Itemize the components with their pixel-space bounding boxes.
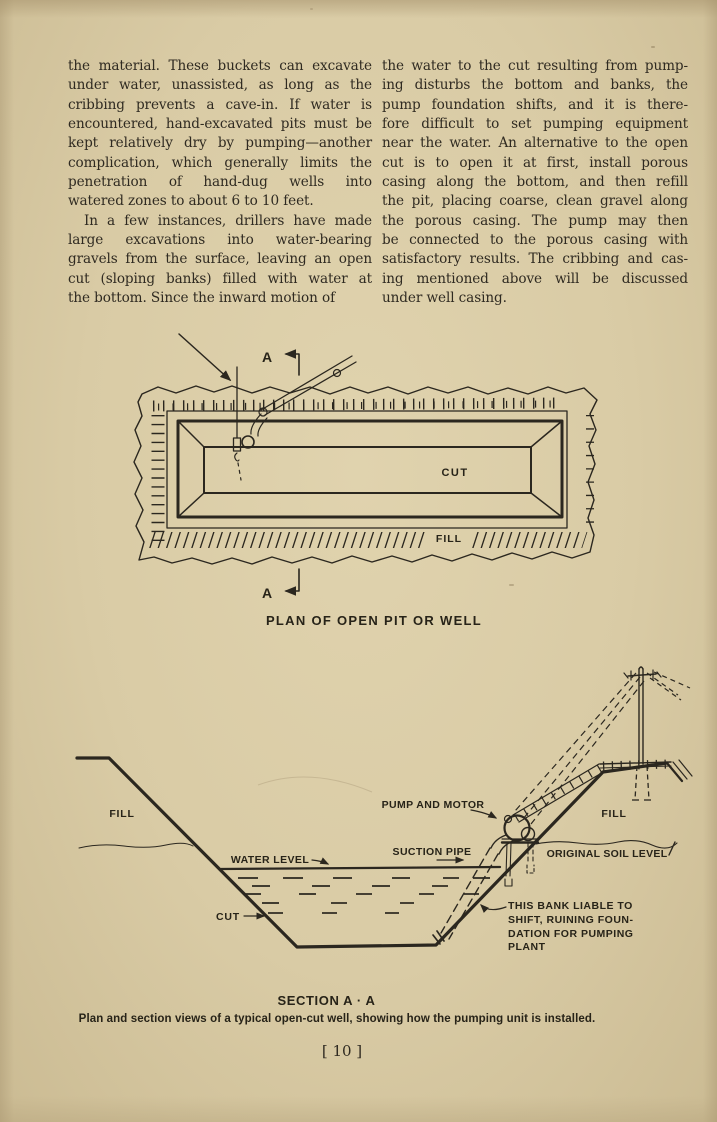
- right-text-column: [382, 57, 688, 308]
- original-soil-line: [536, 841, 677, 849]
- pit-bottom-rect: [204, 447, 531, 493]
- text-line: penetration of hand-dug wells into: [68, 174, 372, 191]
- cut-label: CUT: [216, 911, 240, 923]
- text-line: watered zones to about 6 to 10 feet.: [68, 193, 314, 210]
- guy-lines-dashed: [515, 672, 690, 824]
- pump-and-motor-label: PUMP AND MOTOR: [381, 799, 485, 811]
- page-number: [ 10 ]: [321, 1042, 363, 1060]
- text-line: large excavations into water-bearing: [68, 232, 372, 249]
- text-line: cut (sloping banks) filled with water at: [68, 270, 372, 287]
- figure-caption: Plan and section views of a typical open-cut well, showing how the pumping unit is installed.: [78, 1013, 596, 1025]
- section-marker-a-bottom: A: [261, 585, 273, 601]
- text-line: fore difficult to set pumping equipment: [382, 116, 688, 133]
- pit-slope-corners: [178, 421, 562, 517]
- suction-pipe-label: SUCTION PIPE: [392, 846, 472, 858]
- water-surface-line: [221, 867, 500, 869]
- mast-cap: [639, 667, 643, 669]
- plan-hatching: [152, 403, 590, 545]
- crossbar: [628, 674, 656, 676]
- fill-right-label: FILL: [601, 808, 627, 820]
- scan-artifact-curve: [258, 777, 372, 792]
- water: [221, 867, 500, 913]
- text-line: the bottom. Since the inward motion of: [68, 290, 336, 307]
- text-line: the water to the cut resulting from pump-: [382, 58, 688, 74]
- text-line: under water, unassisted, as long as the: [68, 77, 372, 94]
- bank-note-line: THIS BANK LIABLE TO: [508, 900, 633, 912]
- platform-legs-dashed: [632, 766, 651, 800]
- paper-speck: [310, 8, 313, 10]
- water-dashes: [238, 878, 490, 913]
- fill-left-label: FILL: [109, 808, 135, 820]
- section-marker-a-top: A: [261, 349, 273, 365]
- left-text-column: [68, 57, 372, 308]
- ground-line-left: [79, 843, 193, 848]
- bank-note-line: PLANT: [508, 941, 546, 953]
- original-soil-level-label: ORIGINAL SOIL LEVEL: [546, 848, 668, 860]
- section-cut-line-top: [286, 354, 299, 375]
- water-level-arrow: [312, 860, 328, 864]
- paper-speck: [651, 46, 655, 48]
- text-line: be connected to the porous casing with: [382, 232, 688, 249]
- paper-speck: [509, 584, 514, 586]
- section-labels: [109, 799, 667, 953]
- text-line: pump foundation shifts, and it is there-: [382, 96, 688, 113]
- text-line: cribbing prevents a cave-in. If water is: [68, 96, 372, 113]
- text-line: the pit, placing coarse, clean gravel along: [382, 193, 688, 210]
- bank-note-line: DATION FOR PUMPING: [508, 928, 634, 940]
- plan-pit-outline: [167, 411, 567, 528]
- text-line: the material. These buckets can excavate: [68, 58, 372, 74]
- text-line: gravels from the surface, leaving an open: [68, 251, 372, 268]
- pit-outer-rect: [167, 411, 567, 528]
- pipe-clamp: [234, 438, 241, 451]
- text-line: encountered, hand-excavated pits must be: [68, 116, 372, 133]
- section-diagram-title: SECTION A · A: [277, 993, 376, 1008]
- discharge-pipe-on-slope: [513, 764, 605, 822]
- boom-line: [261, 356, 352, 410]
- text-line: cut is to open it at first, install porous: [382, 154, 688, 171]
- pump-and-motor-arrow: [471, 810, 496, 818]
- guy-line: [179, 334, 230, 380]
- hose: [251, 414, 261, 434]
- pit-rim-rect: [178, 421, 562, 517]
- text-line: near the water. An alternative to the open: [382, 135, 688, 152]
- plan-cut-label: CUT: [441, 467, 469, 479]
- plumb-dashes: [238, 463, 241, 480]
- text-line: ing mentioned above will be discussed: [382, 270, 688, 287]
- suction-pipe-line: [441, 848, 490, 933]
- bank-note-leader: [481, 905, 506, 910]
- text-line: In a few instances, drillers have made: [84, 212, 372, 229]
- far-bank-hatch: [673, 762, 687, 779]
- soil-line-end-tick: [669, 842, 675, 855]
- text-line: satisfactory results. The cribbing and cas-: [382, 251, 688, 268]
- text-line: ing disturbs the bottom and banks, the: [382, 77, 688, 94]
- text-line: complication, which generally limits the: [68, 154, 372, 171]
- section-cut-line-bottom: [286, 569, 299, 591]
- plan-title: PLAN OF OPEN PIT OR WELL: [265, 613, 483, 628]
- water-level-label: WATER LEVEL: [230, 854, 310, 866]
- plan-diagram: [0, 330, 717, 630]
- bank-note-line: SHIFT, RUINING FOUN-: [508, 914, 634, 926]
- section-diagram: [0, 650, 717, 970]
- far-bank-hatch: [679, 760, 692, 776]
- hook: [235, 453, 239, 461]
- boom-line: [265, 362, 356, 415]
- plan-fill-label: FILL: [435, 533, 463, 545]
- bank-warning-note: [481, 900, 634, 953]
- pump-foundation: [502, 839, 538, 886]
- text-line: under well casing.: [382, 290, 507, 307]
- text-line: kept relatively dry by pumping—another: [68, 135, 372, 152]
- derrick: [515, 667, 690, 824]
- text-line: the porous casing. The pump may then: [382, 212, 688, 229]
- text-line: casing along the bottom, and then refill: [382, 174, 688, 191]
